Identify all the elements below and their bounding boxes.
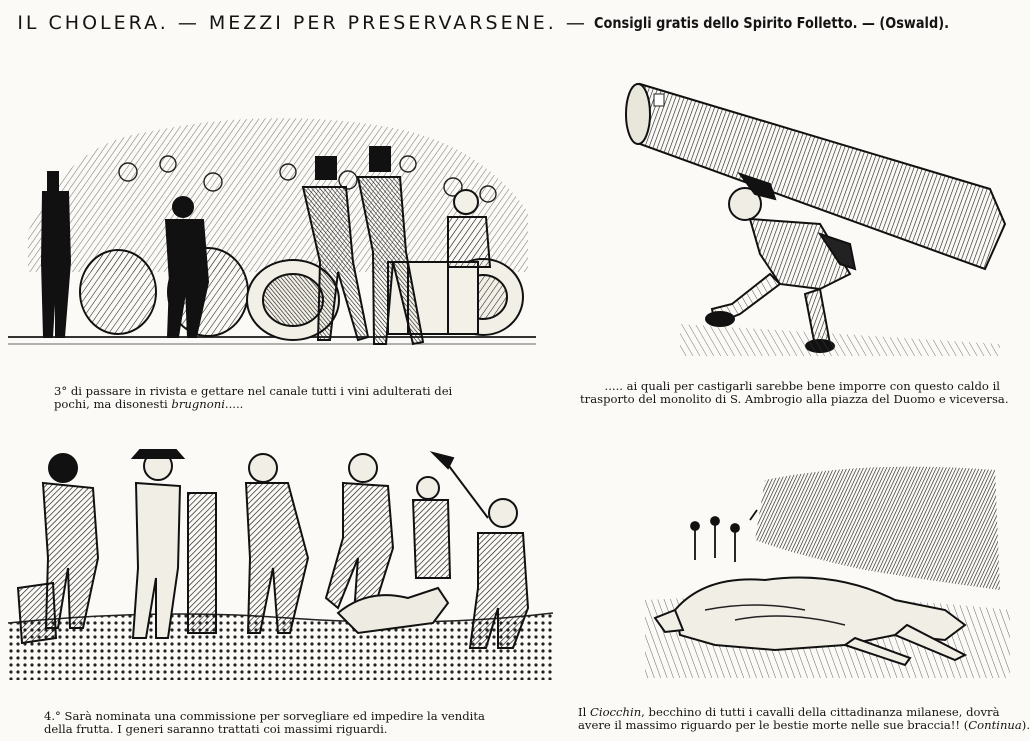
caption-line bbox=[578, 719, 1030, 732]
illustration-monolith bbox=[620, 74, 1010, 356]
illustration-wine-barrels bbox=[8, 102, 536, 352]
caption-line: della frutta. I generi saranno trattati coi massimi riguardi. bbox=[44, 722, 388, 736]
title-right: Consigli gratis dello Spirito Folletto. — (Oswald). bbox=[593, 14, 949, 32]
caption-fruit-commission bbox=[44, 710, 485, 736]
caption-text: avere il massimo riguardo per le bestie morte nelle sue braccia!! ( bbox=[578, 718, 969, 732]
caption-line: 4.° Sarà nominata una commissione per sorvegliare ed impedire la vendita bbox=[44, 709, 485, 723]
caption-dead-horse bbox=[578, 706, 1030, 732]
caption-italic: Ciocchin bbox=[589, 705, 642, 719]
illustration-dead-horse bbox=[645, 460, 1010, 678]
caption-monolith bbox=[580, 379, 1009, 406]
caption-line bbox=[54, 398, 452, 411]
caption-text: pochi, ma disonesti bbox=[54, 397, 172, 411]
caption-line: trasporto del monolito di S. Ambrogio alla piazza del Duomo e viceversa. bbox=[580, 392, 1009, 406]
page-title bbox=[0, 6, 1024, 40]
caption-line: ..... ai quali per castigarli sarebbe bene imporre con questo caldo il bbox=[604, 379, 1000, 393]
illustration-fruit-commission bbox=[8, 438, 553, 680]
title-left: IL CHOLERA. — MEZZI PER PRESERVARSENE. — bbox=[17, 12, 588, 34]
caption-text: ). bbox=[1021, 718, 1030, 732]
caption-italic: brugnoni bbox=[171, 397, 225, 411]
caption-italic: Continua bbox=[968, 718, 1022, 732]
caption-wine-barrels bbox=[54, 385, 452, 411]
caption-text: , becchino di tutti i cavalli della cittadinanza milanese, dovrà bbox=[641, 705, 1000, 719]
caption-line: 3° di passare in rivista e gettare nel canale tutti i vini adulterati dei bbox=[54, 384, 453, 398]
caption-text: Il bbox=[578, 705, 590, 719]
caption-text: ..... bbox=[224, 397, 244, 411]
